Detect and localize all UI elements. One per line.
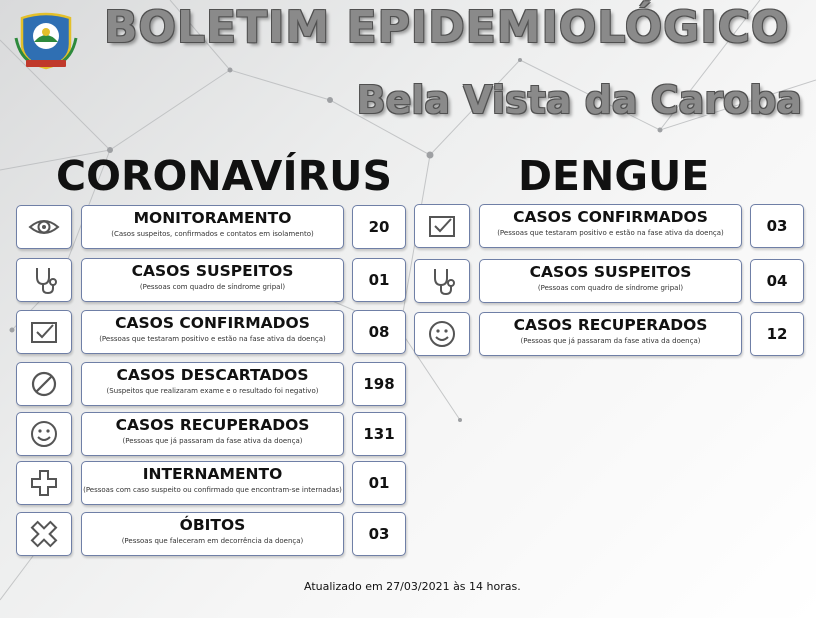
indicator-value: 131 — [352, 412, 406, 456]
stethoscope-icon — [16, 258, 72, 302]
label-box — [81, 362, 344, 406]
covid-row-monitoramento — [16, 205, 408, 249]
covid-row-casos-recuperados — [16, 412, 408, 456]
indicator-value: 03 — [750, 204, 804, 248]
label-box — [479, 312, 742, 356]
indicator-value: 08 — [352, 310, 406, 354]
label-box — [81, 310, 344, 354]
indicator-label: CASOS CONFIRMADOS — [513, 208, 708, 226]
dengue-row-casos-suspeitos — [414, 259, 804, 303]
label-box — [81, 461, 344, 505]
smiley-icon — [16, 412, 72, 456]
medical-cross-icon — [16, 461, 72, 505]
indicator-label: MONITORAMENTO — [133, 209, 292, 227]
checkbox-icon — [16, 310, 72, 354]
indicator-value: 04 — [750, 259, 804, 303]
dengue-row-casos-confirmados — [414, 204, 804, 248]
label-box — [479, 259, 742, 303]
stethoscope-icon — [414, 259, 470, 303]
indicator-description: (Pessoas que testaram positivo e estão na fase ativa da doença) — [99, 335, 326, 343]
indicator-label: INTERNAMENTO — [142, 465, 283, 483]
coronavirus-heading: CORONAVÍRUS — [56, 152, 393, 200]
indicator-value: 03 — [352, 512, 406, 556]
covid-row-internamento — [16, 461, 408, 505]
covid-row-casos-confirmados — [16, 310, 408, 354]
indicator-description: (Pessoas que já passaram da fase ativa da doença) — [520, 337, 701, 345]
indicator-description: (Pessoas com caso suspeito ou confirmado que encontram-se internadas) — [83, 486, 342, 494]
indicator-description: (Suspeitos que realizaram exame e o resultado foi negativo) — [106, 387, 319, 395]
indicator-label: CASOS SUSPEITOS — [529, 263, 692, 281]
prohibited-icon — [16, 362, 72, 406]
last-updated-note: Atualizado em 27/03/2021 às 14 horas. — [304, 580, 521, 593]
municipality-name: Bela Vista da Caroba — [356, 78, 802, 122]
indicator-description: (Pessoas com quadro de síndrome gripal) — [139, 283, 286, 291]
dengue-row-casos-recuperados — [414, 312, 804, 356]
checkbox-icon — [414, 204, 470, 248]
indicator-description: (Pessoas que já passaram da fase ativa da doença) — [122, 437, 303, 445]
indicator-label: CASOS RECUPERADOS — [513, 316, 708, 334]
indicator-value: 01 — [352, 461, 406, 505]
label-box — [81, 412, 344, 456]
indicator-description: (Casos suspeitos, confirmados e contatos em isolamento) — [111, 230, 314, 238]
smiley-icon — [414, 312, 470, 356]
indicator-value: 20 — [352, 205, 406, 249]
covid-row-casos-descartados — [16, 362, 408, 406]
indicator-label: ÓBITOS — [179, 516, 246, 534]
indicator-label: CASOS CONFIRMADOS — [115, 314, 310, 332]
indicator-value: 12 — [750, 312, 804, 356]
indicator-label: CASOS DESCARTADOS — [116, 366, 309, 384]
label-box — [81, 512, 344, 556]
label-box — [81, 205, 344, 249]
dengue-heading: DENGUE — [518, 152, 710, 200]
indicator-description: (Pessoas que faleceram em decorrência da doença) — [121, 537, 304, 545]
x-cross-icon — [16, 512, 72, 556]
label-box — [479, 204, 742, 248]
municipal-crest-logo — [14, 8, 78, 72]
eye-icon — [16, 205, 72, 249]
covid-row-casos-suspeitos — [16, 258, 408, 302]
indicator-value: 01 — [352, 258, 406, 302]
indicator-value: 198 — [352, 362, 406, 406]
indicator-description: (Pessoas que testaram positivo e estão na fase ativa da doença) — [497, 229, 724, 237]
indicator-label: CASOS SUSPEITOS — [131, 262, 294, 280]
indicator-description: (Pessoas com quadro de síndrome gripal) — [537, 284, 684, 292]
label-box — [81, 258, 344, 302]
bulletin-title: BOLETIM EPIDEMIOLÓGICO — [104, 2, 790, 53]
covid-row-obitos — [16, 512, 408, 556]
indicator-label: CASOS RECUPERADOS — [115, 416, 310, 434]
